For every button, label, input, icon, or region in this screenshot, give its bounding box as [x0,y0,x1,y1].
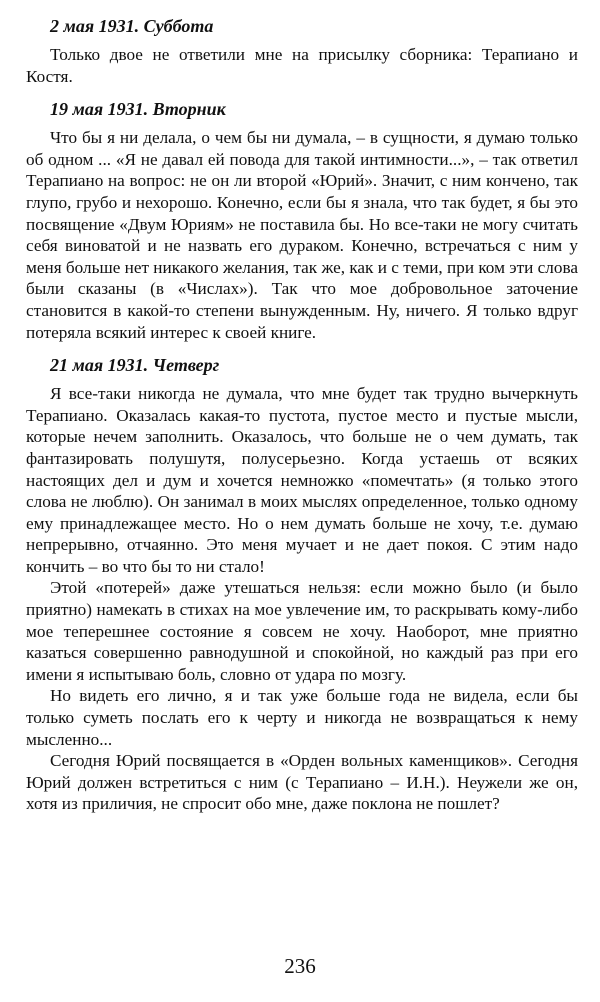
entry-paragraph: Но видеть его лично, я и так уже больше года не видела, если бы только суметь послать его к черту и никогда не возвращаться к нему мысленно... [26,686,578,749]
entry-date-heading: 19 мая 1931. Вторник [50,99,226,120]
entry-paragraph: Что бы я ни делала, о чем бы ни думала, – в сущности, я думаю только об одном ... «Я не давал ей повода для такой интимности...», – так ответил Терапиано на вопрос: не он ли второй «Юрий». Значит, с ним кончено, так глупо, грубо и нехорошо. Конечно, если бы я знала, что так будет, я бы это посвящение «Двум Юриям» не поставила бы. Но все-таки не могу считать себя виноватой и не назвать его дураком. Конечно, встречаться с ним у меня больше нет никакого желания, так же, как и с теми, при ком эти слова были сказаны (в «Числах»). Так что мое добровольное заточение становится в какой-то степени вынужденным. Ну, ничего. Я только вдруг потеряла всякий интерес к своей книге. [26,128,578,342]
entry-date-heading: 2 мая 1931. Суббота [50,16,214,36]
diary-entry-3 [26,353,578,815]
entry-paragraph: Только двое не ответили мне на присылку сборника: Терапиано и Костя. [26,45,578,86]
book-page [26,14,578,825]
entry-paragraph: Сегодня Юрий посвящается в «Орден вольных каменщиков». Сегодня Юрий должен встретиться с ним (с Терапиано – И.Н.). Неужели же он, хотя из приличия, не спросит обо мне, даже поклона не пошлет? [26,751,578,814]
entry-date-heading: 21 мая 1931. Четверг [50,355,220,376]
diary-entry-2 [26,97,578,343]
entry-paragraph: Этой «потерей» даже утешаться нельзя: если можно было (и было приятно) намекать в стихах на мое увлечение им, то раскрывать кому-либо мое теперешнее состояние я совсем не хочу. Наоборот, мне приятно казаться совершенно равнодушной и спокойной, но каждый раз при его имени я испытываю боль, словно от удара по мозгу. [26,578,578,684]
diary-entry-1 [26,14,578,87]
page-number: 236 [284,954,316,978]
entry-paragraph: Я все-таки никогда не думала, что мне будет так трудно вычеркнуть Терапиано. Оказалась какая-то пустота, пустое место и пустые мысли, которые нечем заполнить. Оказалось, что больше не о чем думать, так фантазировать полушутя, полусерьезно. Когда устаешь от всяких настоящих дел и дум и хочется немножко «помечтать» (я только этого слова не люблю). Он занимал в моих мыслях определенное, только одному ему принадлежащее место. Но о нем думать больше не хочу, т.е. думаю непрерывно, отчаянно. Это меня мучает и не дает покоя. С этим надо кончить – во что бы то ни стало! [26,384,578,576]
